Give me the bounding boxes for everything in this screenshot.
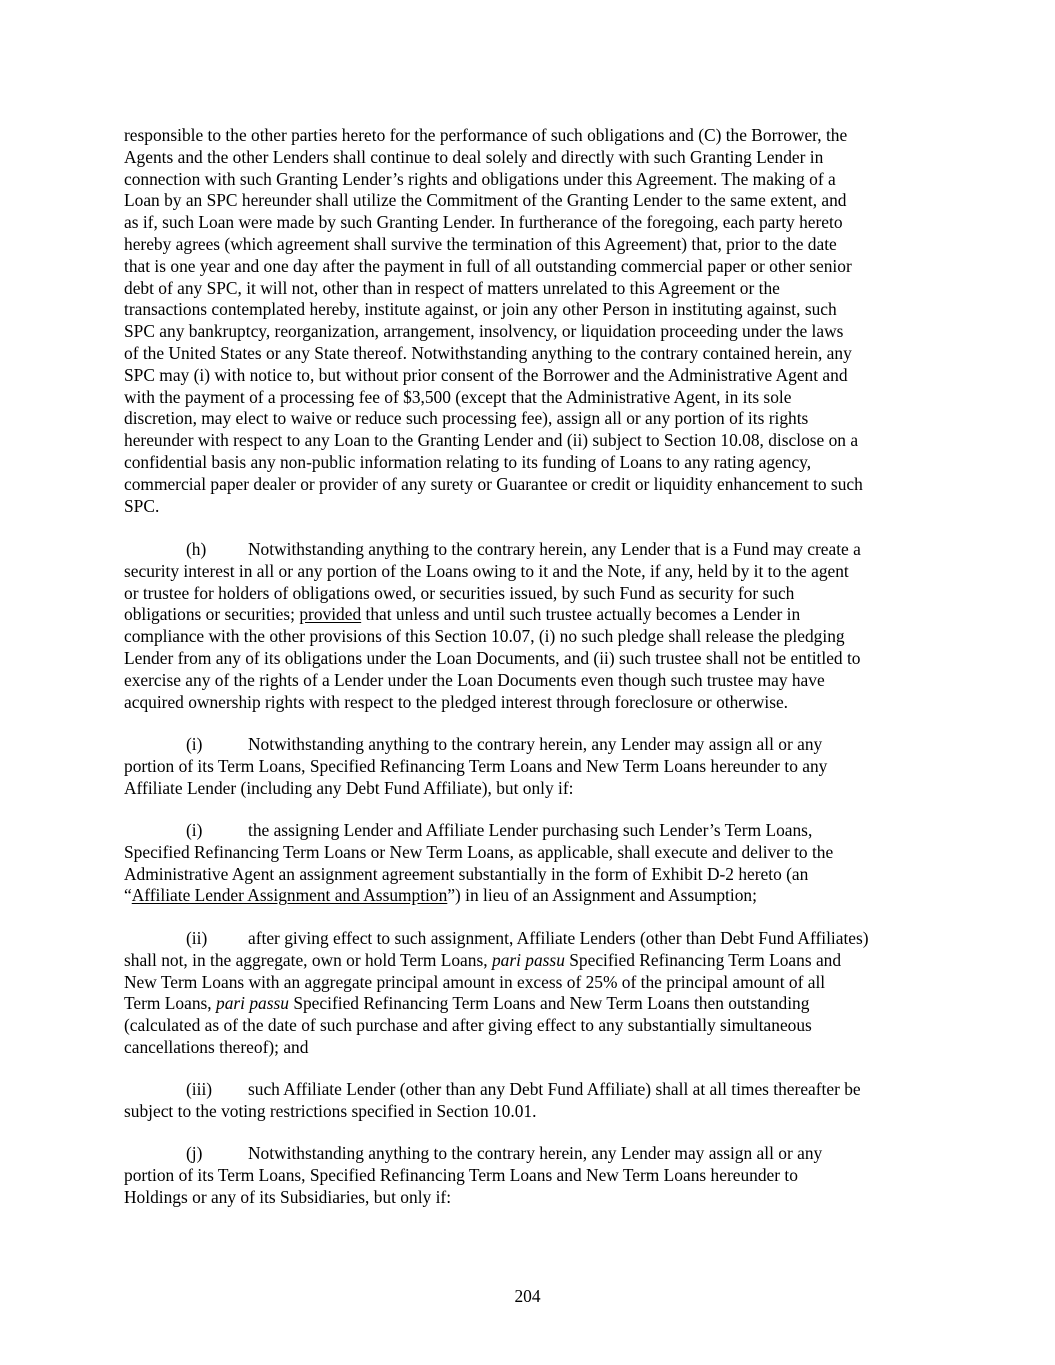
text-line: acquired ownership rights with respect to the pledged interest through foreclosure or otherwise. — [124, 691, 789, 712]
text-line: with the payment of a processing fee of $3,500 (except that the Administrative Agent, in its sole — [124, 386, 792, 407]
paragraph-label: (h) — [186, 539, 207, 559]
text-line: Agents and the other Lenders shall continue to deal solely and directly with such Granting Lender in — [124, 146, 824, 167]
text-line: the assigning Lender and Affiliate Lender purchasing such Lender’s Term Loans, — [248, 820, 813, 840]
italic-term: pari passu — [216, 993, 289, 1014]
text-segment: obligations or securities; — [124, 604, 300, 625]
text-segment: that unless and until such trustee actually becomes a Lender in — [361, 604, 801, 625]
text-line: such Affiliate Lender (other than any Debt Fund Affiliate) shall at all times thereafter be — [248, 1079, 861, 1099]
text-line: exercise any of the rights of a Lender under the Loan Documents even though such trustee may have — [124, 669, 825, 690]
text-line: hereunder with respect to any Loan to the Granting Lender and (ii) subject to Section 10.08, disclose on a — [124, 430, 859, 451]
subparagraph-ii — [124, 928, 936, 1059]
text-segment: Term Loans, — [124, 993, 216, 1014]
paragraph-label: (i) — [186, 734, 203, 754]
text-line: that is one year and one day after the payment in full of all outstanding commercial paper or other senior — [124, 255, 852, 276]
paragraph-label: (iii) — [186, 1079, 213, 1099]
text-line: responsible to the other parties hereto for the performance of such obligations and (C) the Borrower, the — [124, 125, 848, 145]
text-line: commercial paper dealer or provider of any surety or Guarantee or credit or liquidity enhancement to such — [124, 473, 863, 494]
text-line: portion of its Term Loans, Specified Refinancing Term Loans and New Term Loans hereunder to — [124, 1164, 798, 1185]
text-segment: ”) in lieu of an Assignment and Assumption; — [447, 885, 757, 906]
text-line: Administrative Agent an assignment agreement substantially in the form of Exhibit D-2 hereto (an — [124, 863, 809, 884]
paragraph-label: (j) — [186, 1143, 203, 1163]
continuation-paragraph — [124, 125, 936, 517]
paragraph-label: (ii) — [186, 928, 208, 948]
italic-term: pari passu — [491, 949, 565, 970]
text-line: hereby agrees (which agreement shall survive the termination of this Agreement) that, prior to the date — [124, 233, 837, 254]
text-line: SPC. — [124, 495, 160, 516]
paragraph-i — [124, 734, 936, 799]
text-segment: shall not, in the aggregate, own or hold Term Loans, — [124, 949, 492, 970]
text-line: Notwithstanding anything to the contrary herein, any Lender may assign all or any — [248, 1143, 823, 1163]
subparagraph-iii — [124, 1079, 936, 1123]
text-segment: Specified Refinancing Term Loans and — [564, 949, 842, 970]
text-line: after giving effect to such assignment, Affiliate Lenders (other than Debt Fund Affiliates) — [248, 928, 869, 948]
text-line: (calculated as of the date of such purchase and after giving effect to any substantially simultaneous — [124, 1015, 812, 1036]
text-line: transactions contemplated hereby, institute against, or join any other Person in instituting against, such — [124, 299, 837, 320]
text-line: Affiliate Lender (including any Debt Fund Affiliate), but only if: — [124, 777, 574, 798]
text-line: SPC may (i) with notice to, but without prior consent of the Borrower and the Administrative Agent and — [124, 364, 848, 385]
text-line: subject to the voting restrictions specified in Section 10.01. — [124, 1100, 537, 1121]
text-line: Holdings or any of its Subsidiaries, but only if: — [124, 1186, 452, 1207]
text-line: portion of its Term Loans, Specified Refinancing Term Loans and New Term Loans hereunder to any — [124, 755, 828, 776]
defined-term-affiliate-lender-assignment: Affiliate Lender Assignment and Assumption — [131, 885, 448, 906]
text-segment: Specified Refinancing Term Loans and New Term Loans then outstanding — [288, 993, 810, 1014]
text-line: Notwithstanding anything to the contrary herein, any Lender that is a Fund may create a — [248, 539, 861, 559]
paragraph-label: (i) — [186, 820, 203, 840]
text-segment: “ — [124, 885, 132, 906]
subparagraph-i — [124, 820, 936, 907]
text-line: Notwithstanding anything to the contrary herein, any Lender may assign all or any — [248, 734, 823, 754]
text-line: as if, such Loan were made by such Granting Lender. In furtherance of the foregoing, each party hereto — [124, 212, 843, 233]
text-line: of the United States or any State thereof. Notwithstanding anything to the contrary contained herein, any — [124, 342, 852, 363]
page-number: 204 — [514, 1286, 541, 1306]
text-line: or trustee for holders of obligations owed, or securities issued, by such Fund as security for such — [124, 582, 795, 603]
text-line: compliance with the other provisions of this Section 10.07, (i) no such pledge shall release the pledging — [124, 626, 845, 647]
text-line: Lender from any of its obligations under the Loan Documents, and (ii) such trustee shall not be entitled to — [124, 647, 861, 668]
text-line: discretion, may elect to waive or reduce such processing fee), assign all or any portion of its rights — [124, 408, 809, 429]
text-line: Loan by an SPC hereunder shall utilize the Commitment of the Granting Lender to the same extent, and — [124, 190, 847, 211]
text-line: confidential basis any non-public information relating to its funding of Loans to any rating agency, — [124, 451, 812, 472]
text-line: debt of any SPC, it will not, other than in respect of matters unrelated to this Agreement or the — [124, 277, 780, 298]
text-line: Specified Refinancing Term Loans or New Term Loans, as applicable, shall execute and deliver to the — [124, 841, 834, 862]
paragraph-j — [124, 1143, 936, 1208]
paragraph-h — [124, 539, 936, 713]
text-line: New Term Loans with an aggregate principal amount in excess of 25% of the principal amount of all — [124, 971, 826, 992]
defined-term-provided: provided — [299, 604, 362, 625]
text-line: SPC any bankruptcy, reorganization, arrangement, insolvency, or liquidation proceeding under the laws — [124, 321, 844, 342]
text-line: cancellations thereof); and — [124, 1036, 309, 1057]
text-line: connection with such Granting Lender’s rights and obligations under this Agreement. The making of a — [124, 168, 836, 189]
text-line: security interest in all or any portion of the Loans owing to it and the Note, if any, held by it to the agent — [124, 560, 849, 581]
